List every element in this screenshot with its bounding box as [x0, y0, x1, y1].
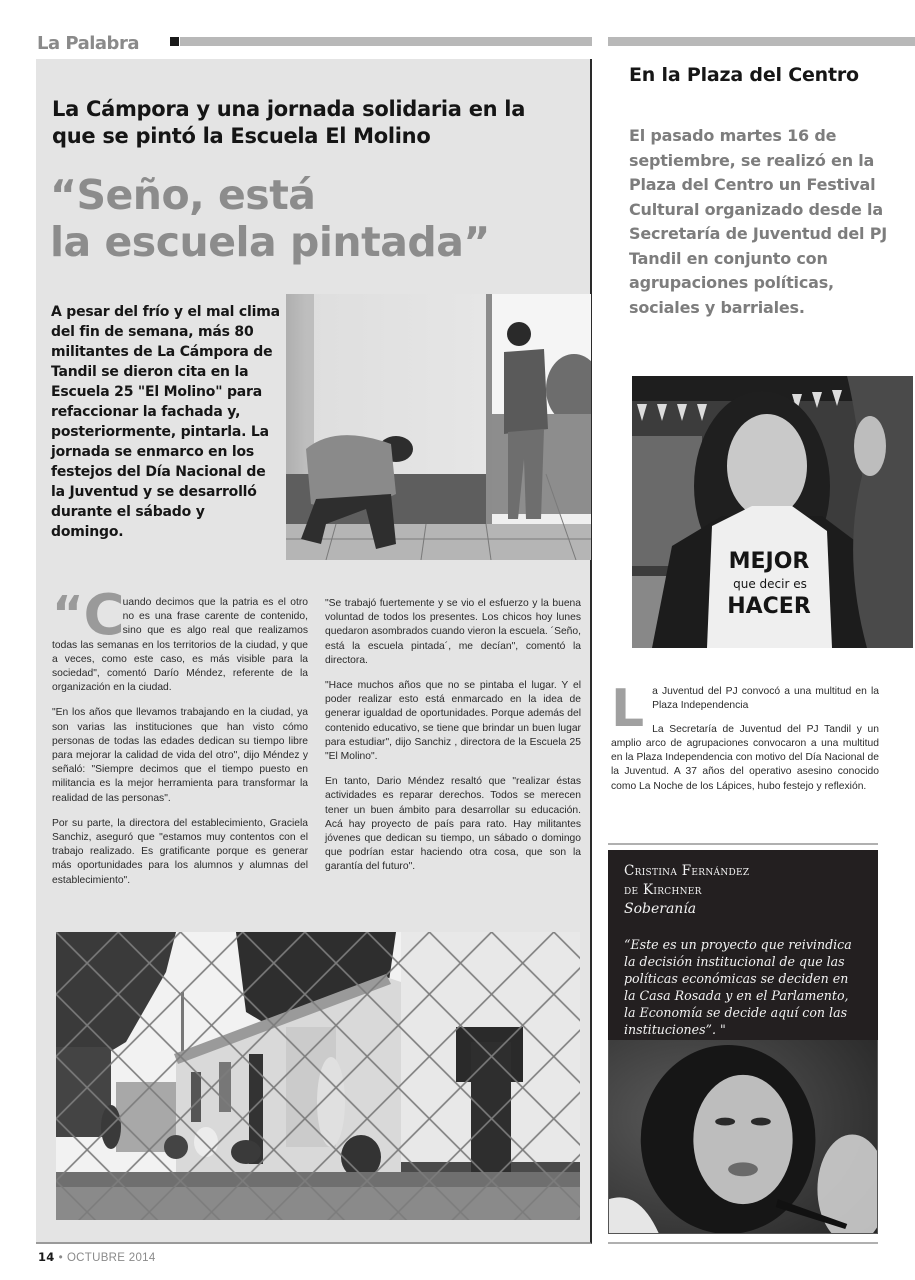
quote-text: “Este es un proyecto que reivindica la decisión institucional de que las políticas económicas se deciden en la Casa Rosada y en el Parlamento, la Economía se decide aquí con las instituciones”. " [624, 937, 852, 1037]
drop-cap: L [611, 679, 645, 739]
header-bar-right [608, 37, 915, 46]
article-paragraph: Por su parte, la directora del establecimiento, Graciela Sanchiz, aseguró que "estamos muy contentos con el trabajo realizado. Es gratificante porque es generar más oportunidades para los alumnos y alumnas del establecimiento". [52, 817, 308, 886]
quote-author-line2: de Kirchner [624, 882, 702, 898]
header-marker [170, 37, 179, 46]
page-number: 14 [38, 1250, 55, 1264]
sidebar-divider [608, 843, 878, 845]
page-footer [38, 1250, 156, 1264]
sidebar-title: En la Plaza del Centro [629, 64, 859, 86]
tshirt-text-line1: MEJOR [728, 549, 810, 574]
issue-date: OCTUBRE 2014 [66, 1252, 156, 1264]
article-paragraph: "Hace muchos años que no se pintaba el lugar. Y el poder realizar esto está enmarcado en la idea de generar igualdad de oportunidades. Porque además del contenido educativo, se tiene que brindar un buen lugar para estudiar", dijo Sanchiz , directora de la Escuela 25 "El Molino". [325, 680, 581, 763]
sidebar-paragraph: La Secretaría de Juventud del PJ Tandil y un amplio arco de agrupaciones convocaron a una multitud en la Plaza Independencia con motivo del Día Nacional de la Juventud. A 37 años del operativo asesino conocido como La Noche de los Lápices, hubo festejo y reflexión. [611, 723, 879, 792]
article-paragraph: En tanto, Dario Méndez resaltó que "realizar éstas actividades es reparar derechos. Todos se merecen tener un buen ámbito para desarrollar su educación. Acá hay proyecto de país para rato. Hay militantes jóvenes que dedican su tiempo, un sábado o domingo que podrían estar haciendo otra cosa, que son la garantía del futuro". [325, 776, 581, 873]
article-paragraph: "En los años que llevamos trabajando en la ciudad, ya son varias las instituciones que han visto cómo personas de todas las edades dedican su tiempo libre para mejorar la calidad de vida del otro", dijo Méndez y señaló: "Siempre decimos que el tiempo puesto en militancia es la mejor herramienta para transformar la realidad de las personas". [52, 707, 308, 804]
header-bar-left [180, 37, 592, 46]
sidebar-paragraph: La Juventud del PJ convocó a una multitud en la Plaza Independencia [611, 679, 879, 739]
sidebar-body [611, 679, 879, 803]
article-kicker: La Cámpora y una jornada solidaria en la que se pintó la Escuela El Molino [52, 97, 526, 148]
article-column-1 [52, 583, 308, 899]
sidebar-bottom-rule [608, 1242, 878, 1244]
drop-cap: “ C [52, 583, 119, 648]
footer-separator: • [58, 1252, 63, 1264]
tshirt-text-line3: HACER [727, 594, 811, 619]
quote-topic: Soberanía [624, 901, 697, 917]
photo-painting-wall [286, 294, 591, 560]
headline-line-1: “Seño, está [50, 171, 316, 219]
tshirt-text-line2: que decir es [733, 577, 807, 591]
article-lead: A pesar del frío y el mal clima del fin de semana, más 80 militantes de La Cámpora de Tandil se dieron cita en la Escuela 25 "El Molino" para refaccionar la fachada y, posteriormente, pintarla. La jornada se enmarco en los festejos del Día Nacional de la Juventud y se desarrolló durante el sábado y domingo. [51, 304, 280, 540]
photo-school-fence [56, 932, 580, 1220]
photo-festival-tshirt [632, 376, 913, 648]
article-column-2 [325, 597, 581, 886]
article-headline [50, 172, 580, 266]
quote-author-line1: Cristina Fernández [624, 863, 750, 879]
headline-line-2: la escuela pintada” [50, 218, 490, 266]
quote-box [608, 850, 878, 1040]
article-paragraph: “ C uando decimos que la patria es el otro no es una frase carente de contenido, sino que es algo real que realizamos todas las semanas en los territorios de la ciudad, y que a veces, como este caso, es más visible para la sociedad", comentó Darío Méndez, referente de la organización en la ciudad. [52, 583, 308, 694]
article-paragraph: "Se trabajó fuertemente y se vio el esfuerzo y la buena voluntad de todos los presentes. Los chicos hoy lunes quedaron asombrados cuando vieron la escuela. ´Seño, está la escuela pintada´, me decían", comentó la directora. [325, 598, 581, 666]
section-label: La Palabra [37, 33, 139, 54]
sidebar-lead: El pasado martes 16 de septiembre, se realizó en la Plaza del Centro un Festival Cultural organizado desde la Secretaría de Juventud del PJ Tandil en conjunto con agrupaciones políticas, sociales y barriales. [629, 126, 887, 317]
photo-cristina-portrait [608, 1040, 878, 1234]
